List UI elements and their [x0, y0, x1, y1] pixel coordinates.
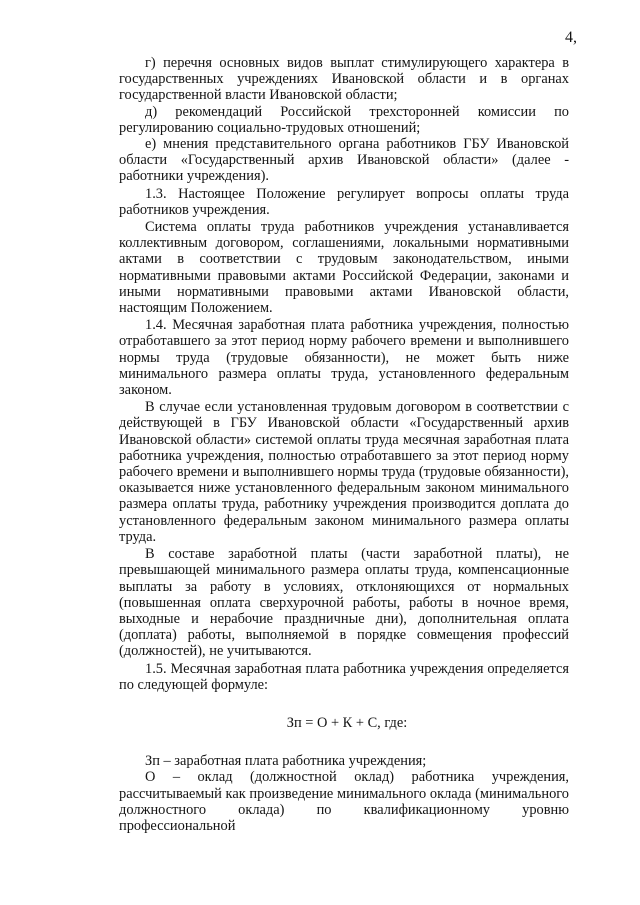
paragraph-clause-1-4: 1.4. Месячная заработная плата работника учреждения, полностью отработавшего за этот период норму рабочего времени и выполнившего нормы труда (трудовые обязанности), не может быть ниже минимального размера оплаты труда, установленного федеральным законом.	[119, 317, 569, 399]
definition-o: О – оклад (должностной оклад) работника учреждения, рассчитываемый как произведение минимального оклада (минимального должностного оклада) по квалификационному уровню профессиональной	[119, 769, 569, 834]
paragraph-pay-system: Система оплаты труда работников учреждения устанавливается коллективным договором, соглашениями, локальными нормативными актами в соответствии с трудовым законодательством, иными нормативными правовыми актами Российской Федерации, законами и иными нормативными правовыми актами Ивановской области, настоящим Положением.	[119, 219, 569, 317]
paragraph-compensation-exclusions: В составе заработной платы (части заработной платы), не превышающей минимального размера оплаты труда, компенсационные выплаты за работу в условиях, отклоняющихся от нормальных (повышенная оплата сверхурочной работы, работы в ночное время, выходные и нерабочие праздничные дни), дополнительная оплата (доплата) работы, выполняемой в порядке совмещения профессий (должностей), не учитываются.	[119, 546, 569, 660]
paragraph-item-d: д) рекомендаций Российской трехсторонней комиссии по регулированию социально-трудовых отношений;	[119, 103, 569, 136]
definition-zp: Зп – заработная плата работника учреждения;	[145, 753, 427, 770]
paragraph-item-g: г) перечня основных видов выплат стимулирующего характера в государственных учреждениях Ивановской области и в органах государственной власти Ивановской области;	[119, 55, 569, 104]
paragraph-clause-1-5: 1.5. Месячная заработная плата работника учреждения определяется по следующей формуле:	[119, 660, 569, 693]
document-body	[119, 55, 569, 834]
paragraph-item-e: е) мнения представительного органа работников ГБУ Ивановской области «Государственный архив Ивановской области» (далее - работники учреждения).	[119, 136, 569, 185]
paragraph-minimum-wage-supplement: В случае если установленная трудовым договором в соответствии с действующей в ГБУ Ивановской области «Государственный архив Ивановской области» системой оплаты труда месячная заработная плата работника учреждения, полностью отработавшего за этот период норму рабочего времени и выполнившего нормы труда (трудовые обязанности), оказывается ниже установленного федеральным законом минимального размера оплаты труда, работнику учреждения производится доплата до установленного федеральным законом минимального размера оплаты труда.	[119, 399, 569, 545]
salary-formula: Зп = О + К + С, где:	[286, 714, 408, 731]
paragraph-clause-1-3: 1.3. Настоящее Положение регулирует вопросы оплаты труда работников учреждения.	[119, 185, 569, 218]
page-number: 4,	[565, 29, 577, 46]
